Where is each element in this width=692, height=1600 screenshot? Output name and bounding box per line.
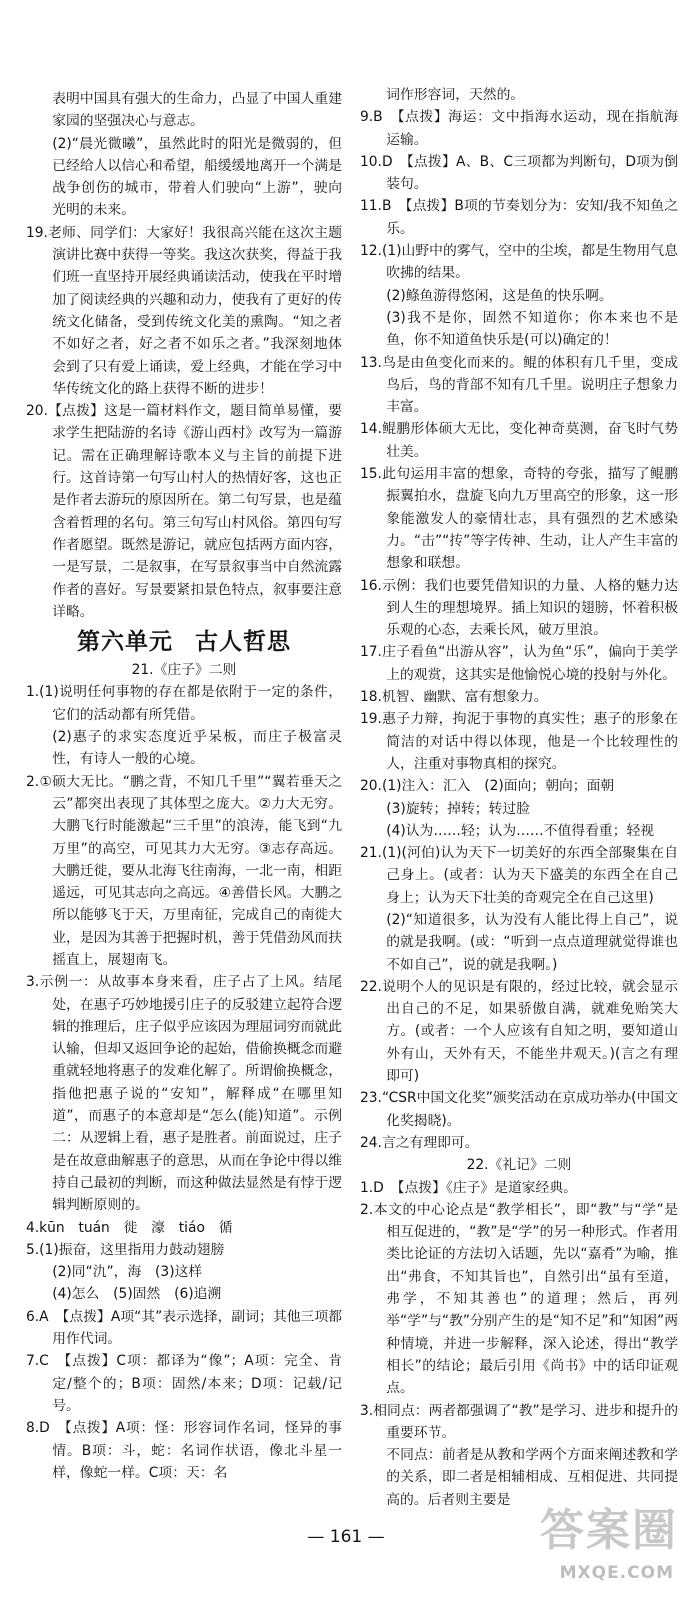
lesson21-answer-21-2: (2)“知道很多，认为没有人能比得上自己”，说的就是我啊。(或：“听到一点点道理就觉得谁也不如自己”，说的就是我啊。) [386,911,678,973]
lesson21-answer-8: 8.D 【点拨】A项：怪：形容词作名词，怪异的事情。B项：斗，蛇：名词作状语，像北斗星一样，像蛇一样。C项：天：名 [26,1420,342,1481]
lesson21-answer-5-3: (4)怎么 (5)固然 (6)追溯 [52,1286,222,1303]
left-column [26,88,342,1515]
lesson21-answer-5-2: (2)同“氿”，海 (3)这样 [52,1264,203,1281]
unit-heading-number: 第六单元 [77,629,173,656]
lesson21-answer-7: 7.C 【点拨】C项：都译为“像”；A项：完全、肯定/整个的；B项：固然/本来；D项：记载/记号。 [26,1353,342,1414]
lesson21-answer-3: 3.示例一：从故事本身来看，庄子占了上风。结尾处，在惠子巧妙地援引庄子的反驳建立起符合逻辑的推理后，庄子似乎应该因为理屈词穷而就此认输，但却又返回争论的起始，借偷换概念而避重就轻地将惠子的发难化解了。所谓偷换概念，指他把惠子说的“安知”，解释成“在哪里知道”，而惠子的本意却是“怎么(能)知道”。示例二：从逻辑上看，惠子是胜者。前面说过，庄子是在故意曲解惠子的意思，从而在争论中得以维持自己最初的判断，而这种做法显然是有悖于逻辑判断原则的。 [26,974,342,1214]
lesson21-answer-20-2: (3)旋转；掉转；转过脸 [386,800,530,817]
lesson21-answer-21-1: 21.(1)(河伯)认为天下一切美好的东西全部聚集在自己身上。(或者：认为天下盛美的东西全在自己身上；认为天下壮美的奇观完全在自己这里) [360,845,678,906]
lesson22-answer-3-1: 3.相同点：两者都强调了“教”是学习、进步和提升的重要环节。 [360,1402,678,1441]
answer-20: 20.【点拨】这是一篇材料作文，题目简单易懂，要求学生把陆游的名诗《游山西村》改写为一篇游记。需在正确理解诗歌本义与主旨的前提下进行。这首诗第一句写山村人的热情好客，这也正是作者去游玩的原因所在。第二句写景，也是蕴含着哲理的名句。第三句写山村风俗。第四句写作者愿望。既然是游记，就应包括两方面内容，一是写景，二是叙事，在写景叙事当中自然流露作者的喜好。写景要紧扣景色特点，叙事要注意详略。 [26,403,342,620]
unit-heading-theme: 古人哲思 [195,629,291,656]
lesson21-answer-9: 9.B 【点拨】海运：文中指海水运动，现在指航海运输。 [360,109,678,148]
lesson21-answer-19: 19.惠子力辩，拘泥于事物的真实性；惠子的形象在简洁的对话中得以体现，他是一个比较理性的人，注重对事物真相的探究。 [360,711,678,772]
lesson-22-title: 22.《礼记》二则 [466,1157,572,1174]
answer-18-continued: 表明中国具有强大的生命力，凸显了中国人重建家园的坚强决心与意志。 [52,91,342,130]
lesson22-answer-2: 2.本文的中心论点是“教学相长”，即“教”与“学”是相互促进的，“教”是“学”的另一种形式。作者用类比论证的方法切入话题，先以“嘉肴”为喻，推出“弗食，不知其旨也”，自然引出“虽有至道，弗学，不知其善也”的道理；然后，再列举“学”与“教”分别产生的是“知不足”和“知困”两种情境，并进一步解释，深入论述，得出“教学相长”的结论；最后引用《尚书》中的话印证观点。 [360,1201,678,1397]
lesson21-answer-20-3: (4)认为……轻；认为……不值得看重；轻视 [386,822,655,839]
watermark-logo-text: 答案圈 [540,1505,678,1556]
right-column [360,84,678,1515]
lesson21-answer-10: 10.D 【点拨】A、B、C三项都为判断句，D项为倒装句。 [360,153,678,193]
lesson21-answer-13: 13.鸟是由鱼变化而来的。鲲的体积有几千里，变成鸟后，鸟的背部不知有几千里。说明庄子想象力丰富。 [360,354,678,416]
lesson-21-title: 21.《庄子》二则 [131,662,237,679]
lesson21-answer-15: 15.此句运用丰富的想象，奇特的夸张，描写了鲲鹏振翼拍水，盘旋飞向九万里高空的形象，这一形象能激发人的豪情壮志，具有强烈的艺术感染力。“击”“抟”等字传神、生动，让人产生丰富的想象和联想。 [360,466,678,572]
site-watermark [524,1504,684,1592]
lesson22-answer-1: 1.D 【点拨】《庄子》是道家经典。 [360,1179,577,1196]
lesson21-answer-5-1: 5.(1)振奋，这里指用力鼓动翅膀 [26,1241,225,1258]
lesson21-answer-11: 11.B 【点拨】B项的节奏划分为：安知/我不知鱼之乐。 [360,198,678,237]
lesson21-answer-4: 4.kūn tuán 徙 濠 tiáo 循 [26,1219,233,1236]
lesson21-answer-17: 17.庄子看鱼“出游从容”，认为鱼“乐”，偏向于美学上的观赏，这其实是他愉悦心境的投射与外化。 [360,644,678,683]
lesson21-answer-12-2: (2)鲦鱼游得悠闲，这是鱼的快乐啊。 [386,287,613,304]
lesson22-answer-3-2: 不同点：前者是从教和学两个方面来阐述教和学的关系，即二者是相辅相成、互相促进、共同提高的。后者则主要是 [386,1447,678,1508]
lesson21-answer-24: 24.言之有理即可。 [360,1134,479,1151]
lesson21-answer-2: 2.①硕大无比。“鹏之背，不知几千里”“翼若垂天之云”都突出表现了其体型之庞大。②力大无穷。大鹏飞行时能激起“三千里”的浪涛，能飞到“九万里”的高空，可见其力大无穷。③志存高远。大鹏迁徙，要从北海飞往南海，一北一南，相距遥远，可见其志向之高远。④善借长风。大鹏之所以能够飞于天，万里南征，完成自己的南徙大业，是因为其善于把握时机，善于凭借劲风而扶摇直上，展翅南飞。 [26,773,342,968]
lesson21-answer-6: 6.A 【点拨】A项“其”表示选择，副词；其他三项都用作代词。 [26,1308,342,1348]
lesson21-answer-14: 14.鲲鹏形体硕大无比，变化神奇莫测，奋飞时气势壮美。 [360,421,678,460]
watermark-domain: MXQE.COM [559,1563,674,1583]
lesson21-answer-12-3: (3)我不是你，固然不知道你；你本来也不是鱼，你不知道鱼快乐是(可以)确定的！ [386,309,678,349]
unit-heading [26,625,342,659]
lesson21-answer-1-1: 1.(1)说明任何事物的存在都是依附于一定的条件，它们的活动都有所凭借。 [26,684,342,723]
lesson21-answer-23: 23.“CSR中国文化奖”颁奖活动在京成功举办(中国文化奖揭晓)。 [360,1090,678,1129]
page-number: — 161 — [307,1527,385,1547]
lesson21-answer-1-2: (2)惠子的求实态度近乎呆板，而庄子极富灵性，有诗人一般的心境。 [52,729,342,768]
answer-18-2: (2)“晨光微曦”，虽然此时的阳光是微弱的，但已经给人以信心和希望，船缓缓地离开一个满是战争创伤的城市，带着人们驶向“上游”，驶向光明的未来。 [52,135,342,219]
lesson21-answer-16: 16.示例：我们也要凭借知识的力量、人格的魅力达到人生的理想境界。插上知识的翅膀，怀着积极乐观的心态，去乘长风，破万里浪。 [360,577,678,639]
lesson21-answer-8-continued: 词作形容词，天然的。 [386,87,525,103]
lesson21-answer-20-1: 20.(1)注入：汇入 (2)面向；朝向；面朝 [360,778,615,795]
lesson21-answer-12-1: 12.(1)山野中的雾气，空中的尘埃，都是生物用气息吹拂的结果。 [360,243,678,282]
answer-19: 19.老师、同学们：大家好！我很高兴能在这次主题演讲比赛中获得一等奖。我这次获奖，得益于我们班一直坚持开展经典诵读活动，使我在平时增加了阅读经典的兴趣和动力，使我有了更好的传统文化储备，受到传统文化美的熏陶。“知之者不如好之者，好之者不如乐之者。”我深刻地体会到了只有爱上诵读，爱上经典，才能在学习中华传统文化的路上获得不断的进步！ [26,224,342,397]
lesson21-answer-18: 18.机智、幽默、富有想象力。 [360,689,548,706]
lesson21-answer-22: 22.说明个人的见识是有限的，经过比较，就会显示出自己的不足，如果骄傲自满，就难免贻笑大方。(或者：一个人应该有自知之明，要知道山外有山，天外有天，不能坐井观天。)(言之有理即可) [360,978,678,1085]
